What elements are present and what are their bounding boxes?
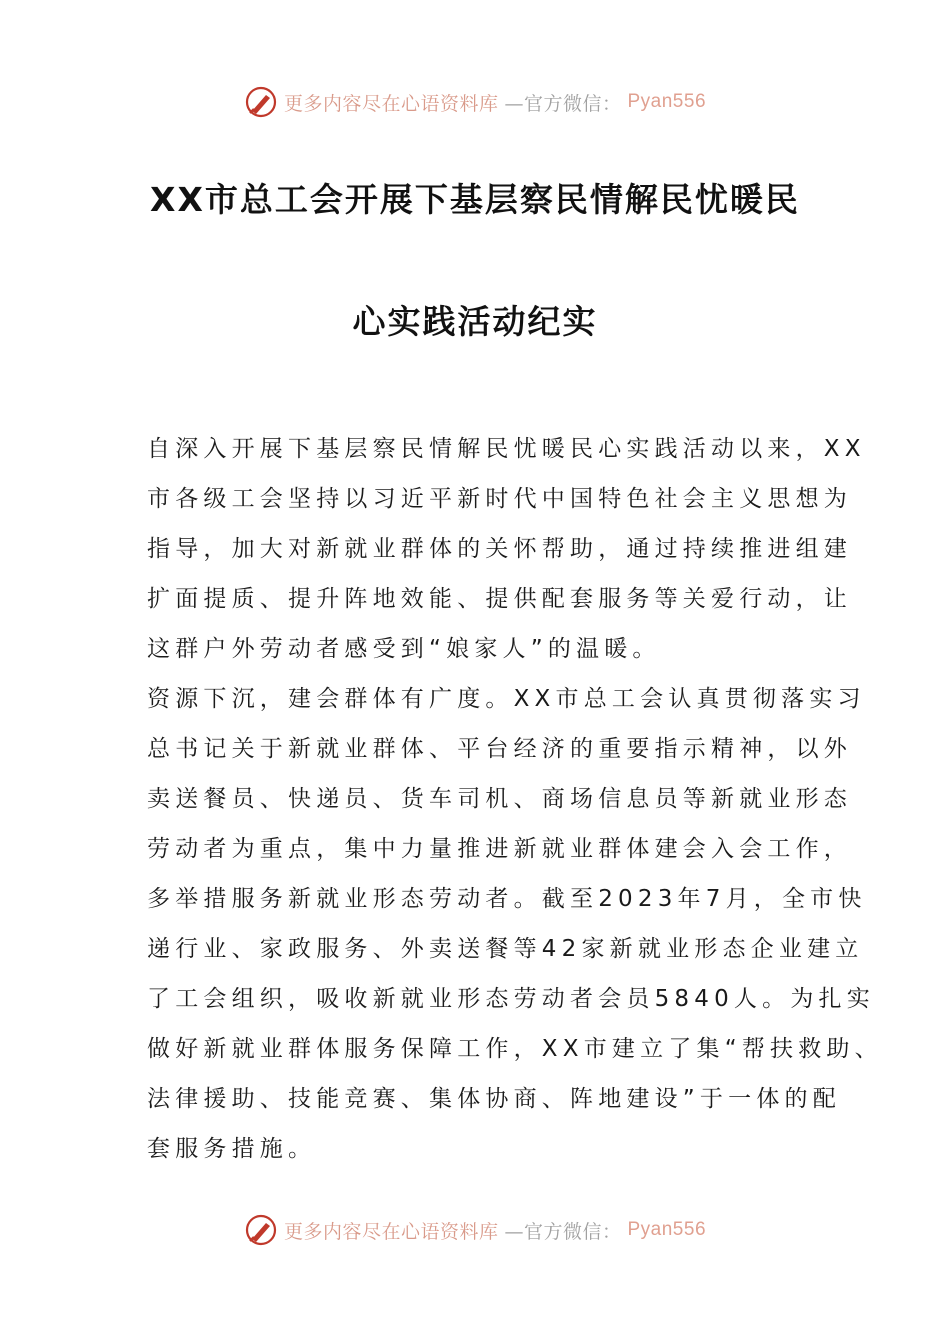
document-body [147,424,883,1174]
body-line: 套服务措施。 [147,1136,317,1162]
body-line: 了工会组织，吸收新就业形态劳动者会员5840人。为扎实 [147,986,875,1012]
document-title-line-2: 心实践活动纪实 [352,302,598,341]
pen-logo-icon [244,1213,278,1247]
banner-wechat-id: Pyan556 [627,1219,707,1240]
pen-logo-icon [244,85,278,119]
body-line: 这群户外劳动者感受到“娘家人”的温暖。 [147,636,661,662]
banner-text: 更多内容尽在心语资料库 [283,92,499,115]
body-line: 自深入开展下基层察民情解民忧暖民心实践活动以来，XX [147,436,866,462]
body-line: 卖送餐员、快递员、货车司机、商场信息员等新就业形态 [147,786,852,812]
body-line: 资源下沉，建会群体有广度。XX市总工会认真贯彻落实习 [147,686,866,712]
body-line: 做好新就业群体服务保障工作，XX市建立了集“帮扶救助、 [147,1036,883,1062]
body-line: 法律援助、技能竞赛、集体协商、阵地建设”于一体的配 [147,1086,841,1112]
body-line: 总书记关于新就业群体、平台经济的重要指示精神，以外 [147,736,852,762]
document-title-line-1: XX市总工会开展下基层察民情解民忧暖民 [150,180,800,219]
banner-text: 更多内容尽在心语资料库 [283,1220,499,1243]
banner-wechat-id: Pyan556 [627,91,707,112]
body-line: 市各级工会坚持以习近平新时代中国特色社会主义思想为 [147,486,852,512]
banner-wechat-label: —官方微信： [504,92,622,115]
body-line: 递行业、家政服务、外卖送餐等42家新就业形态企业建立 [147,936,864,962]
body-line: 指导，加大对新就业群体的关怀帮助，通过持续推进组建 [147,536,852,562]
body-line: 劳动者为重点，集中力量推进新就业群体建会入会工作， [147,836,852,862]
body-line: 多举措服务新就业形态劳动者。截至2023年7月，全市快 [147,886,867,912]
header-banner [0,80,950,124]
body-line: 扩面提质、提升阵地效能、提供配套服务等关爱行动，让 [147,586,852,612]
footer-banner [0,1208,950,1252]
banner-wechat-label: —官方微信： [504,1220,622,1243]
